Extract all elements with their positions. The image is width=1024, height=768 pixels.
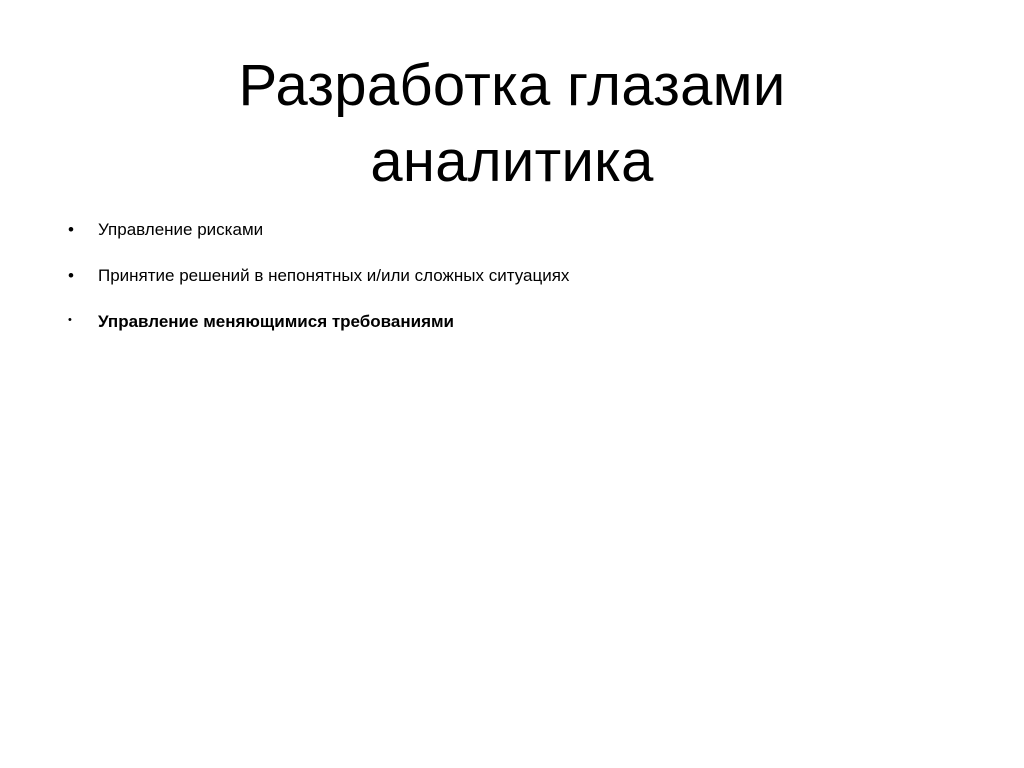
bullet-text: Принятие решений в непонятных и/или сложных ситуациях xyxy=(98,266,570,285)
bullet-text: Управление меняющимися требованиями xyxy=(98,312,455,331)
slide-title xyxy=(0,48,1024,200)
bullet-dot-icon: • xyxy=(68,266,74,285)
title-line-2: аналитика xyxy=(370,129,654,194)
bullet-text: Управление рисками xyxy=(98,220,264,239)
bullet-dot-icon: • xyxy=(68,314,72,326)
title-line-1: Разработка глазами xyxy=(238,53,786,118)
bullet-dot-icon: • xyxy=(68,220,74,239)
